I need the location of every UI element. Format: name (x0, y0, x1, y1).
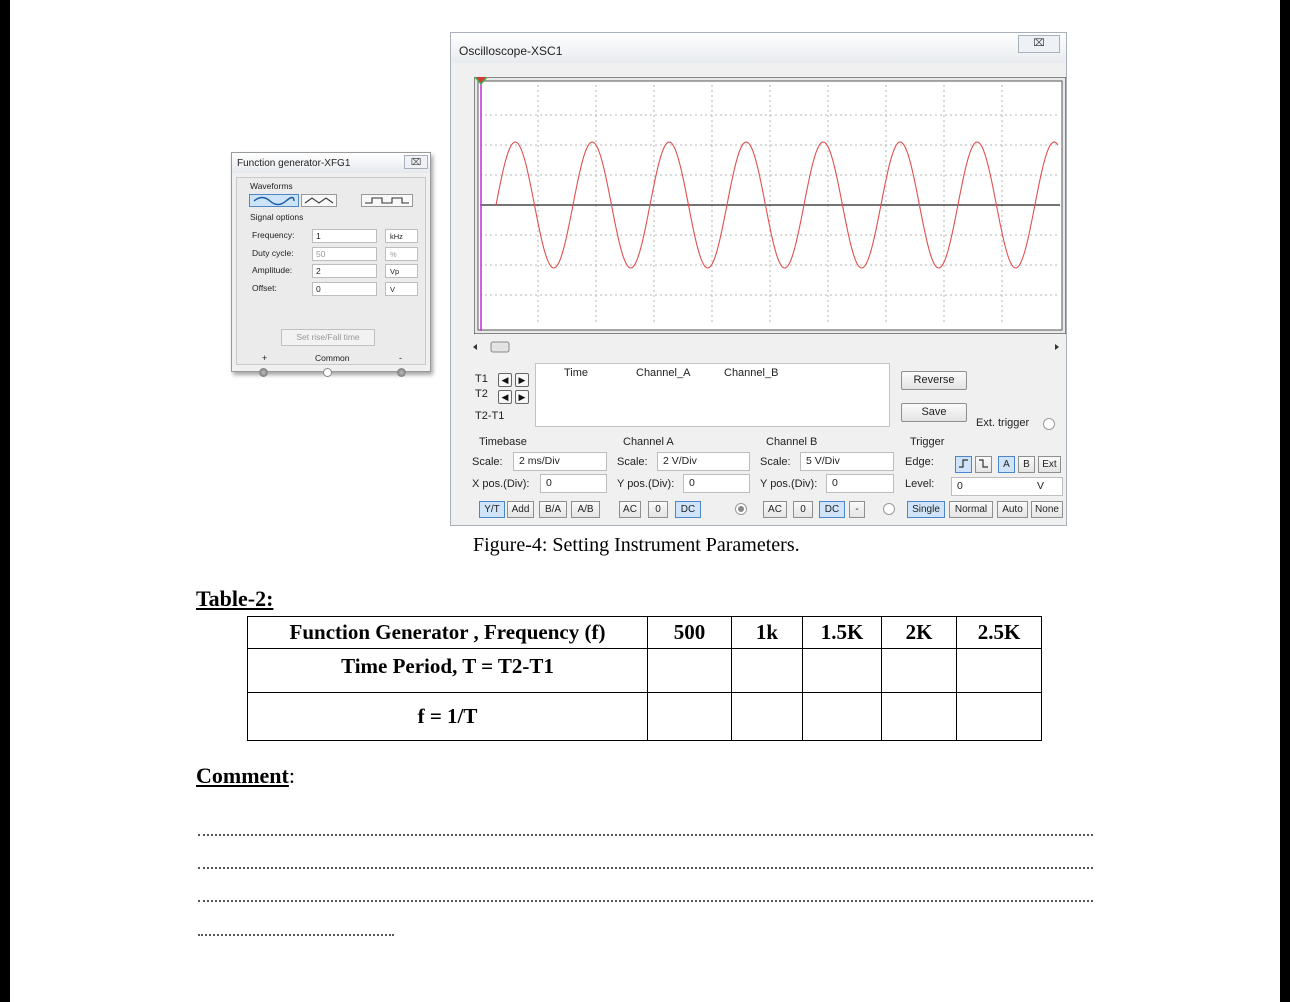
t2-t1-label: T2-T1 (475, 410, 505, 422)
close-icon[interactable]: ⌧ (1018, 35, 1060, 53)
frequency-label: Frequency: (252, 230, 295, 240)
table-header-cell: 2K (882, 617, 957, 649)
channel-a-title: Channel A (623, 436, 674, 448)
add-mode-button[interactable]: Add (507, 501, 534, 518)
channel-b-terminal[interactable] (883, 503, 895, 515)
close-icon[interactable]: ⌧ (404, 155, 428, 169)
table-cell[interactable] (882, 649, 957, 693)
comment-label-text: Comment (196, 763, 289, 788)
minus-terminal-label: - (399, 353, 402, 363)
scroll-right-icon[interactable] (1055, 344, 1059, 350)
timebase-scale-label: Scale: (472, 456, 503, 468)
triangle-wave-button[interactable] (301, 194, 337, 207)
channel-a-column-header: Channel_A (636, 367, 691, 379)
trigger-level-unit: V (1036, 480, 1044, 492)
timebase-title: Timebase (479, 436, 527, 448)
scroll-left-icon[interactable] (473, 344, 477, 350)
t2-label: T2 (475, 388, 488, 400)
amplitude-label: Amplitude: (252, 265, 293, 275)
sine-wave-icon (250, 195, 298, 206)
set-rise-fall-time-button[interactable]: Set rise/Fall time (281, 329, 375, 346)
function-generator-window (231, 152, 431, 372)
frequency-input[interactable]: 1 (312, 229, 377, 243)
falling-edge-icon[interactable] (975, 456, 992, 473)
table-header-cell: 2.5K (957, 617, 1042, 649)
channel-b-title: Channel B (766, 436, 818, 448)
ext-trigger-label: Ext. trigger (976, 417, 1030, 429)
channel-b-scale-input[interactable]: 5 V/Div (800, 452, 894, 471)
ba-mode-button[interactable]: B/A (539, 501, 567, 518)
oscilloscope-window (450, 32, 1067, 526)
document-page (10, 0, 1280, 1002)
offset-input[interactable]: 0 (312, 282, 377, 296)
signal-options-label: Signal options (250, 212, 304, 222)
time-column-header: Time (564, 367, 589, 379)
duty-cycle-input[interactable]: 50 (312, 247, 377, 261)
plus-terminal-label: + (262, 353, 268, 363)
table-header-cell: 500 (648, 617, 732, 649)
ext-trigger-radio[interactable] (1043, 418, 1055, 430)
table-cell[interactable] (957, 649, 1042, 693)
comment-line[interactable] (198, 900, 1093, 902)
channel-a-zero-button[interactable]: 0 (648, 501, 668, 518)
table-cell[interactable] (803, 649, 882, 693)
channel-a-y-pos-label: Y pos.(Div): (617, 478, 675, 490)
channel-a-ac-button[interactable]: AC (619, 501, 641, 518)
trigger-title: Trigger (910, 436, 945, 448)
comment-line[interactable] (198, 934, 394, 936)
t1-left-arrow-icon[interactable]: ◀ (498, 373, 512, 387)
offset-unit-select[interactable]: V (385, 282, 418, 296)
t1-right-arrow-icon[interactable]: ▶ (515, 373, 529, 387)
common-terminal[interactable] (323, 368, 332, 377)
t2-right-arrow-icon[interactable]: ▶ (515, 390, 529, 404)
channel-b-column-header: Channel_B (724, 367, 779, 379)
channel-b-minus-button[interactable]: - (849, 501, 865, 518)
table-row (248, 649, 1042, 693)
trigger-source-ext-button[interactable]: Ext (1038, 456, 1061, 473)
table-row (248, 693, 1042, 741)
duty-cycle-unit[interactable]: % (385, 247, 418, 261)
table-cell[interactable] (648, 693, 732, 741)
function-generator-panel (236, 177, 426, 365)
scroll-thumb[interactable] (491, 342, 509, 352)
table-header-row (248, 617, 1042, 649)
trigger-level-label: Level: (905, 478, 935, 490)
table-cell[interactable] (957, 693, 1042, 741)
function-generator-title: Function generator-XFG1 (237, 158, 351, 169)
channel-a-dc-button[interactable]: DC (675, 501, 701, 518)
table-row-label: f = 1/T (248, 693, 648, 741)
frequency-unit-select[interactable]: kHz (385, 229, 418, 243)
duty-cycle-label: Duty cycle: (252, 248, 294, 258)
oscilloscope-titlebar (451, 33, 1066, 63)
cursor-readout-table (535, 363, 890, 427)
table-cell[interactable] (732, 693, 803, 741)
channel-a-scale-input[interactable]: 2 V/Div (657, 452, 750, 471)
comment-label-colon: : (288, 763, 295, 788)
table-cell[interactable] (803, 693, 882, 741)
channel-b-zero-button[interactable]: 0 (793, 501, 813, 518)
plus-terminal[interactable] (259, 368, 268, 377)
rising-edge-icon[interactable] (955, 456, 972, 473)
comment-label (196, 763, 295, 789)
waveforms-label: Waveforms (250, 181, 293, 191)
comment-line[interactable] (198, 834, 1093, 836)
sine-wave-button[interactable] (249, 194, 299, 207)
common-terminal-label: Common (315, 353, 350, 363)
trigger-auto-button[interactable]: Auto (997, 501, 1028, 518)
triangle-wave-icon (302, 195, 336, 206)
channel-b-scale-label: Scale: (760, 456, 791, 468)
comment-line[interactable] (198, 867, 1093, 869)
t2-left-arrow-icon[interactable]: ◀ (498, 390, 512, 404)
channel-b-y-pos-input[interactable]: 0 (826, 474, 894, 493)
table-header-cell: 1.5K (803, 617, 882, 649)
oscilloscope-screen[interactable] (474, 77, 1066, 334)
t1-label: T1 (475, 373, 488, 385)
ab-mode-button[interactable]: A/B (571, 501, 600, 518)
x-pos-label: X pos.(Div): (472, 478, 530, 490)
trigger-level-input[interactable] (951, 477, 1063, 496)
amplitude-input[interactable]: 2 (312, 264, 377, 278)
figure-caption: Figure-4: Setting Instrument Parameters. (473, 534, 800, 556)
trigger-edge-label: Edge: (905, 456, 934, 468)
minus-terminal[interactable] (397, 368, 406, 377)
channel-b-ac-button[interactable]: AC (763, 501, 787, 518)
table-row-label: Time Period, T = T2-T1 (248, 649, 648, 693)
trigger-source-a-button[interactable]: A (998, 456, 1015, 473)
trigger-normal-button[interactable]: Normal (949, 501, 993, 518)
channel-b-y-pos-label: Y pos.(Div): (760, 478, 818, 490)
trigger-source-b-button[interactable]: B (1018, 456, 1035, 473)
square-wave-icon (362, 195, 412, 206)
offset-label: Offset: (252, 283, 277, 293)
table-row-label: Function Generator , Frequency (f) (248, 617, 648, 649)
amplitude-unit-select[interactable]: Vp (385, 264, 418, 278)
frequency-table (247, 616, 1042, 741)
table-cell[interactable] (882, 693, 957, 741)
reverse-button[interactable]: Reverse (901, 371, 967, 390)
table-cell[interactable] (648, 649, 732, 693)
table-cell[interactable] (732, 649, 803, 693)
screen-scrollbar[interactable] (465, 341, 1063, 354)
save-button[interactable]: Save (901, 403, 967, 422)
trigger-level-value: 0 (957, 480, 963, 492)
x-pos-input[interactable]: 0 (540, 474, 607, 493)
table-header-cell: 1k (732, 617, 803, 649)
function-generator-titlebar (232, 153, 430, 173)
yt-mode-button[interactable]: Y/T (479, 501, 505, 518)
channel-a-terminal[interactable] (735, 503, 747, 515)
oscilloscope-title: Oscilloscope-XSC1 (459, 44, 563, 58)
table-heading: Table-2: (196, 586, 274, 611)
timebase-scale-input[interactable]: 2 ms/Div (513, 452, 607, 471)
trigger-none-button[interactable]: None (1031, 501, 1063, 518)
channel-b-dc-button[interactable]: DC (819, 501, 845, 518)
channel-a-scale-label: Scale: (617, 456, 648, 468)
scrollbar-graphic (465, 341, 1063, 354)
channel-a-y-pos-input[interactable]: 0 (683, 474, 750, 493)
square-wave-button[interactable] (361, 194, 413, 207)
trigger-single-button[interactable]: Single (907, 501, 945, 518)
